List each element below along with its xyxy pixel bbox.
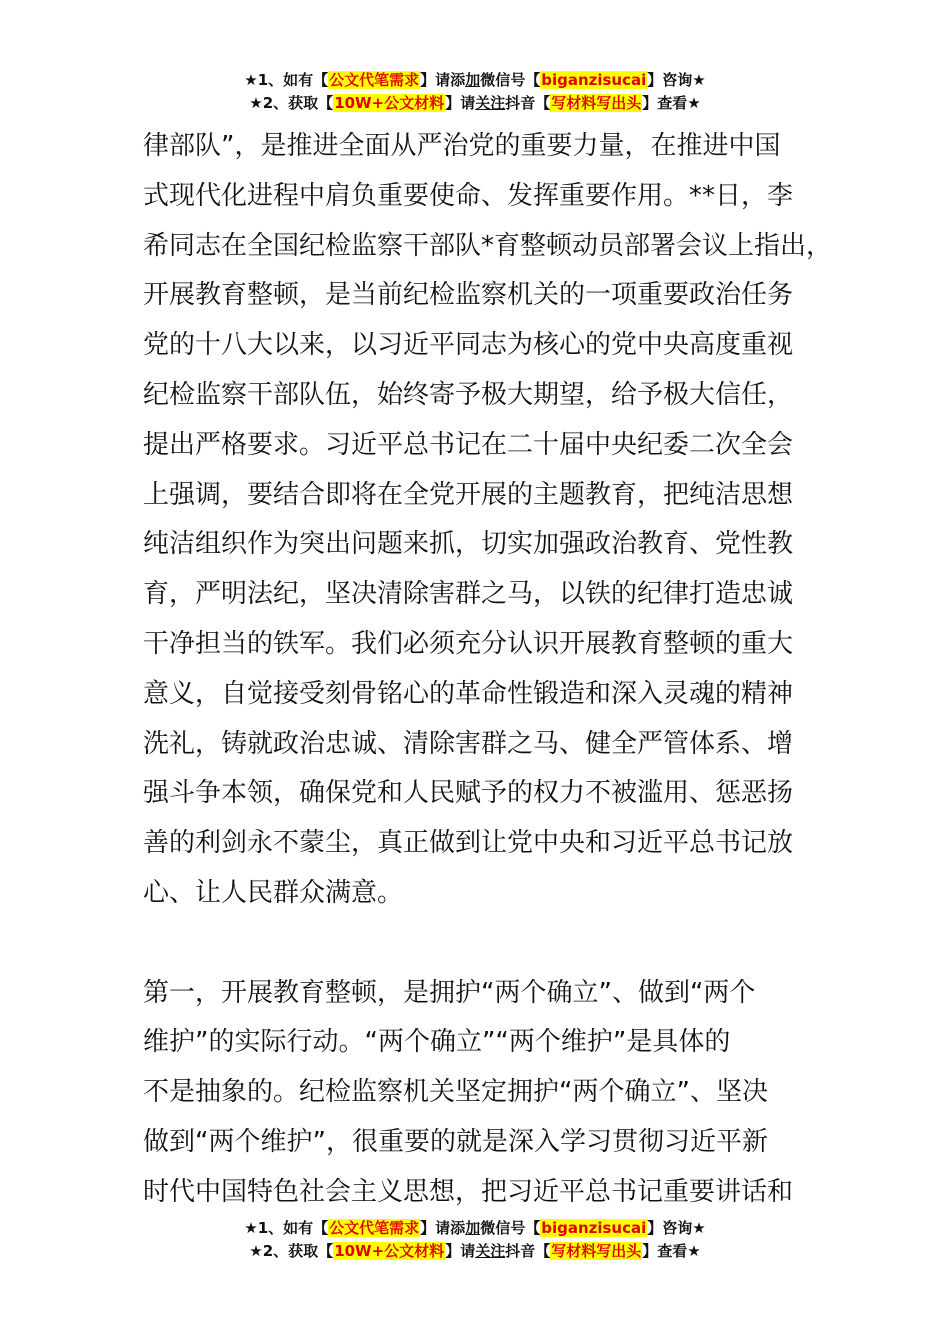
text-line: 希同志在全国纪检监察干部队*育整顿动员部署会议上指出， [143, 230, 833, 261]
text-line: 不是抽象的。纪检监察机关坚定拥护“两个确立”、坚决 [143, 1077, 768, 1108]
promo-highlight-materials: 10W+公文材料 [334, 1242, 445, 1260]
paragraph-gap [143, 919, 815, 969]
text-line: 提出严格要求。习近平总书记在二十届中央纪委二次全会 [143, 429, 794, 460]
promo-highlight-douyin-id: 写材料写出头 [551, 1242, 642, 1260]
promo-middle: 】请添 [420, 71, 466, 89]
promo-emphasis: 关注 [475, 1242, 506, 1260]
promo-suffix: 】查看★ [642, 94, 701, 112]
promo-highlight-service: 公文代笔需求 [329, 71, 420, 89]
promo-suffix: 】咨询★ [647, 1219, 706, 1237]
text-line: 开展教育整顿，是当前纪检监察机关的一项重要政治任务 [143, 280, 794, 311]
text-line: 纯洁组织作为突出问题来抓，切实加强政治教育、党性教 [143, 529, 794, 560]
promo-middle: 】请 [445, 1242, 476, 1260]
promo-emphasis: 加 [465, 71, 481, 89]
promo-suffix: 】查看★ [642, 1242, 701, 1260]
promo-prefix: ★1、如有【 [244, 1219, 329, 1237]
header-promo-banner [0, 69, 950, 115]
text-line: 律部队”，是推进全面从严治党的重要力量，在推进中国 [143, 131, 781, 161]
text-line: 式现代化进程中肩负重要使命、发挥重要作用。**日，李 [143, 180, 794, 211]
promo-highlight-materials: 10W+公文材料 [334, 94, 445, 112]
promo-middle: 微信号【 [480, 71, 541, 89]
text-line: 干净担当的铁军。我们必须充分认识开展教育整顿的重大 [143, 628, 794, 659]
promo-prefix: ★1、如有【 [244, 71, 329, 89]
footer-promo-banner [0, 1217, 950, 1263]
paragraph-2 [143, 969, 815, 1218]
promo-highlight-douyin-id: 写材料写出头 [551, 94, 642, 112]
promo-highlight-service: 公文代笔需求 [329, 1219, 420, 1237]
text-line: 第一，开展教育整顿，是拥护“两个确立”、做到“两个 [143, 977, 756, 1008]
document-body [143, 122, 833, 1218]
text-line: 做到“两个维护”，很重要的就是深入学习贯彻习近平新 [143, 1126, 768, 1157]
promo-middle: 微信号【 [480, 1219, 541, 1237]
promo-middle: 抖音【 [505, 1242, 551, 1260]
promo-emphasis: 关注 [475, 94, 506, 112]
text-line: 纪检监察干部队伍，始终寄予极大期望，给予极大信任， [143, 379, 794, 410]
text-line: 善的利剑永不蒙尘，真正做到让党中央和习近平总书记放 [143, 828, 794, 859]
promo-middle: 】请 [445, 94, 476, 112]
promo-prefix: ★2、获取【 [249, 1242, 334, 1260]
paragraph-1 [143, 122, 833, 919]
promo-highlight-wechat-id: biganzisucai [541, 71, 647, 89]
text-line: 时代中国特色社会主义思想，把习近平总书记重要讲话和 [143, 1176, 794, 1207]
text-line: 强斗争本领，确保党和人民赋予的权力不被滥用、惩恶扬 [143, 778, 794, 809]
text-line: 上强调，要结合即将在全党开展的主题教育，把纯洁思想 [143, 479, 794, 510]
text-line: 心、让人民群众满意。 [143, 877, 404, 908]
promo-middle: 】请添 [420, 1219, 466, 1237]
footer-promo-line-2 [0, 1240, 950, 1263]
promo-prefix: ★2、获取【 [249, 94, 334, 112]
text-line: 洗礼，铸就政治忠诚、清除害群之马、健全严管体系、增 [143, 728, 794, 759]
promo-suffix: 】咨询★ [647, 71, 706, 89]
header-promo-line-1 [0, 69, 950, 92]
text-line: 意义，自觉接受刻骨铭心的革命性锻造和深入灵魂的精神 [143, 678, 794, 709]
text-line: 育，严明法纪，坚决清除害群之马，以铁的纪律打造忠诚 [143, 579, 794, 610]
promo-emphasis: 加 [465, 1219, 481, 1237]
promo-middle: 抖音【 [505, 94, 551, 112]
header-promo-line-2 [0, 92, 950, 115]
promo-highlight-wechat-id: biganzisucai [541, 1219, 647, 1237]
footer-promo-line-1 [0, 1217, 950, 1240]
text-line: 维护”的实际行动。“两个确立”“两个维护”是具体的 [143, 1027, 731, 1058]
text-line: 党的十八大以来，以习近平同志为核心的党中央高度重视 [143, 330, 794, 361]
